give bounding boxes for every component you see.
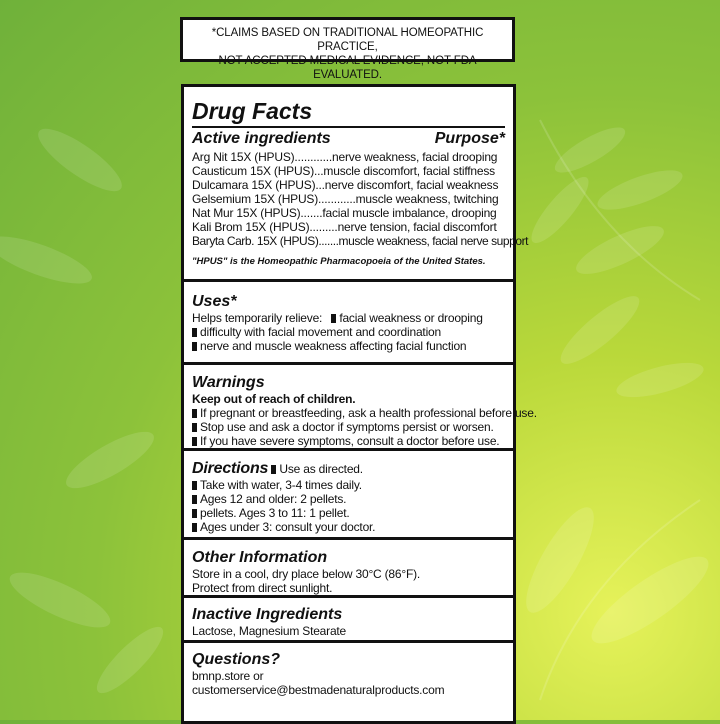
warning-item: Stop use and ask a doctor if symptoms persist or worsen. [200,420,494,434]
uses-heading: Uses* [192,293,237,310]
bullet-icon [192,437,197,446]
ingredient-row: Dulcamara 15X (HPUS)...nerve discomfort, facial weakness [192,178,499,192]
directions-item: Ages under 3: consult your doctor. [200,520,376,534]
uses-item: facial weakness or drooping [339,311,483,325]
questions-section [184,646,513,716]
questions-heading: Questions? [192,651,281,668]
questions-email-link[interactable]: customerservice@bestmadenaturalproducts.com [192,683,445,697]
warning-item: If pregnant or breastfeeding, ask a health professional before use. [200,406,537,420]
bullet-icon [192,495,197,504]
ingredient-row: Causticum 15X (HPUS)...muscle discomfort, facial stiffness [192,164,495,178]
claims-disclaimer-box [180,17,515,81]
purpose-heading: Purpose* [434,130,505,147]
directions-item: Use as directed. [279,462,363,476]
uses-intro: Helps temporarily relieve: [192,311,323,325]
bullet-icon [192,481,197,490]
uses-item: nerve and muscle weakness affecting facial function [200,339,467,353]
directions-item: pellets. Ages 3 to 11: 1 pellet. [200,506,350,520]
ingredient-row: Kali Brom 15X (HPUS).........nerve tension, facial discomfort [192,220,497,234]
bullet-icon [271,465,276,474]
bullet-icon [192,509,197,518]
ingredient-row: Gelsemium 15X (HPUS)............muscle weakness, twitching [192,192,499,206]
bullet-icon [192,523,197,532]
inactive-ingredients-text: Lactose, Magnesium Stearate [192,624,347,638]
inactive-ingredients-heading: Inactive Ingredients [192,606,343,623]
other-information-line: Protect from direct sunlight. [192,581,333,595]
ingredient-row: Baryta Carb. 15X (HPUS).......muscle weakness, facial nerve support [192,234,528,248]
other-information-line: Store in a cool, dry place below 30°C (86°F). [192,567,421,581]
active-ingredients-heading: Active ingredients [192,130,331,147]
uses-section [184,285,513,365]
bullet-icon [192,342,197,351]
other-information-heading: Other Information [192,549,328,566]
hpus-note: "HPUS" is the Homeopathic Pharmacopoeia of the United States. [192,256,486,267]
claims-line-1: *CLAIMS BASED ON TRADITIONAL HOMEOPATHIC PRACTICE, [211,27,484,53]
uses-item: difficulty with facial movement and coordination [200,325,441,339]
warnings-heading: Warnings [192,374,265,391]
bullet-icon [192,409,197,418]
directions-section [184,454,513,540]
warning-item: If you have severe symptoms, consult a doctor before use. [200,434,500,448]
directions-item: Take with water, 3-4 times daily. [200,478,362,492]
bullet-icon [192,423,197,432]
questions-store-link[interactable]: bmnp.store or [192,669,264,683]
ingredient-row: Nat Mur 15X (HPUS).......facial muscle imbalance, drooping [192,206,497,220]
drug-facts-panel [181,84,537,724]
keep-out-of-reach: Keep out of reach of children. [192,392,356,406]
ingredient-row: Arg Nit 15X (HPUS)............nerve weakness, facial drooping [192,150,498,164]
directions-heading: Directions [192,460,269,477]
drug-facts-title: Drug Facts [192,98,313,124]
active-ingredients-section [184,87,528,282]
bullet-icon [192,328,197,337]
bullet-icon [331,314,336,323]
directions-item: Ages 12 and older: 2 pellets. [200,492,347,506]
inactive-ingredients-section [184,601,513,643]
other-information-section [184,543,513,598]
warnings-section [184,368,537,451]
claims-line-2: NOT ACCEPTED MEDICAL EVIDENCE, NOT FDA EVALUATED. [218,55,477,81]
